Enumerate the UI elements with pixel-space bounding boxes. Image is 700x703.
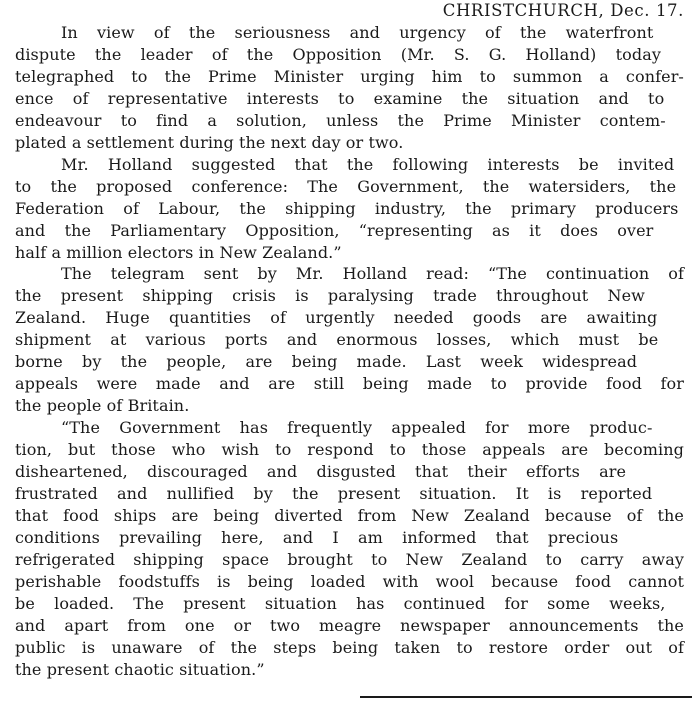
article-line: In view of the seriousness and urgency of the waterfront <box>61 23 654 42</box>
article-line: Federation of Labour, the shipping industry, the primary producers <box>15 198 679 218</box>
dateline: CHRISTCHURCH, Dec. 17. <box>442 1 684 20</box>
article-line: dispute the leader of the Opposition (Mr. S. G. Holland) today <box>15 44 661 64</box>
article-line: The telegram sent by Mr. Holland read: “The continuation of <box>61 264 685 284</box>
article-line: and apart from one or two meagre newspaper announcements the <box>15 615 684 635</box>
article-line: to the proposed conference: The Government, the watersiders, the <box>15 176 677 196</box>
article-line: Zealand. Huge quantities of urgently needed goods are awaiting <box>15 308 658 328</box>
article-line: borne by the people, are being made. Last week widespread <box>15 352 638 372</box>
article-line: telegraphed to the Prime Minister urging him to summon a confer- <box>15 66 684 86</box>
article-line: be loaded. The present situation has continued for some weeks, <box>15 593 666 613</box>
article-line: and the Parliamentary Opposition, “representing as it does over <box>15 220 654 240</box>
article-line: shipment at various ports and enormous losses, which must be <box>15 330 659 350</box>
article-line: plated a settlement during the next day or two. <box>15 132 404 152</box>
article-line: the present chaotic situation.” <box>15 659 265 679</box>
article-line: refrigerated shipping space brought to New Zealand to carry away <box>15 549 685 569</box>
article-line: tion, but those who wish to respond to those appeals are becoming <box>15 440 684 460</box>
article-line: disheartened, discouraged and disgusted that their efforts are <box>15 462 627 481</box>
article-line: conditions prevailing here, and I am informed that precious <box>15 527 619 547</box>
article-line: appeals were made and are still being made to provide food for <box>15 374 685 394</box>
article-line: the people of Britain. <box>15 396 190 416</box>
article-line: that food ships are being diverted from New Zealand because of the <box>15 505 684 525</box>
article-line: public is unaware of the steps being taken to restore order out of <box>15 637 684 657</box>
article-line: the present shipping crisis is paralysing trade throughout New <box>15 286 645 306</box>
article-line: ence of representative interests to examine the situation and to <box>15 88 665 108</box>
article-line: half a million electors in New Zealand.” <box>15 242 342 262</box>
article-line: “The Government has frequently appealed for more produc- <box>61 418 653 438</box>
column-end-rule <box>360 696 692 698</box>
article-line: frustrated and nullified by the present situation. It is reported <box>15 483 653 503</box>
article-line: Mr. Holland suggested that the following interests be invited <box>61 154 675 174</box>
article-line: perishable foodstuffs is being loaded with wool because food cannot <box>15 571 684 591</box>
article-line: endeavour to find a solution, unless the Prime Minister contem- <box>15 110 666 130</box>
